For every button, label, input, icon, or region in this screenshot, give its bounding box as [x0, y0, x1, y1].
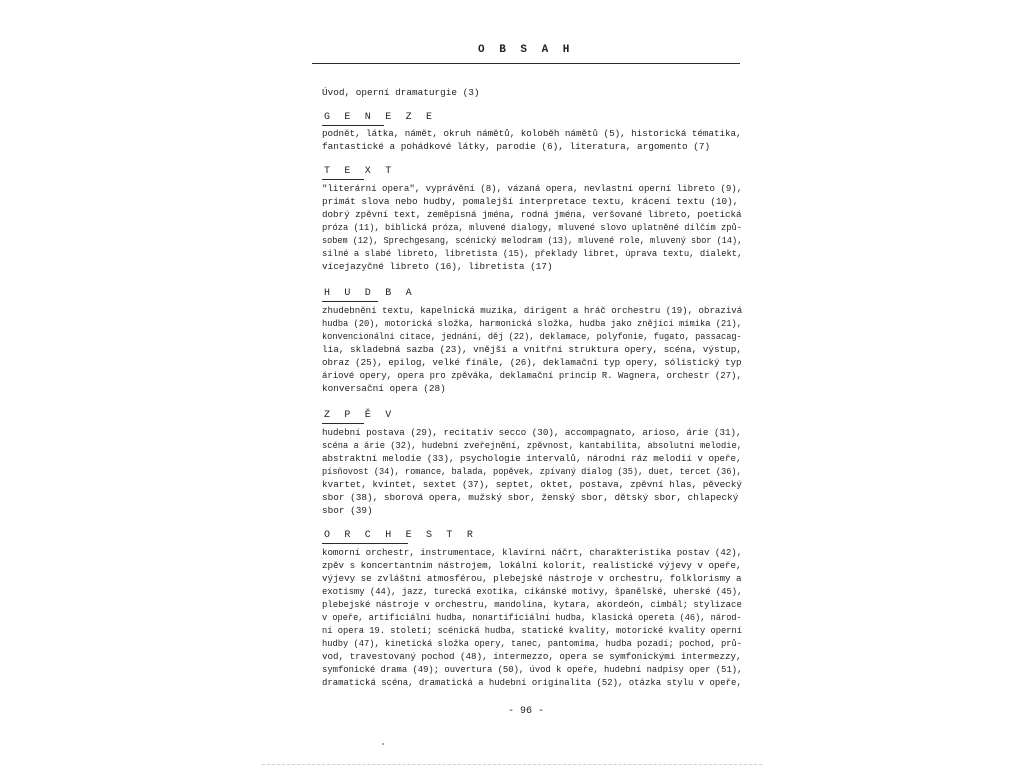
section-line: sbor (38), sborová opera, mužský sbor, ženský sbor, dětský sbor, chlapecký: [322, 492, 739, 503]
section-line: zpěv s koncertantním nástrojem, lokální kolorit, realistické výjevy v opeře,: [322, 560, 742, 571]
section-line: sbor (39): [322, 505, 373, 516]
section-line: vícejazyčné libreto (16), libretista (17): [322, 261, 553, 272]
section-rule-orchestr: [322, 543, 408, 544]
contents-title: O B S A H: [478, 44, 574, 56]
section-rule-text: [322, 179, 364, 180]
section-line: próza (11), biblická próza, mluvené dialogy, mluvené slovo uplatněné dílčím způ-: [322, 222, 743, 233]
section-line: "literární opera", vyprávění (8), vázaná opera, nevlastní operní libreto (9),: [322, 183, 743, 194]
section-line: dramatická scéna, dramatická a hudební originalita (52), otázka stylu v opeře,: [322, 677, 742, 688]
section-line: komorní orchestr, instrumentace, klavírní náčrt, charakteristika postav (42),: [322, 547, 743, 558]
section-heading-orchestr: O R C H E S T R: [324, 530, 478, 541]
section-line: áriové opery, opera pro zpěváka, deklamační princip R. Wagnera, orchestr (27),: [322, 370, 742, 381]
section-line: výjevy se zvláštní atmosférou, plebejské nástroje v orchestru, folklorismy a: [322, 573, 742, 584]
section-line: hudba (20), motorická složka, harmonická složka, hudba jako znějící mimika (21),: [322, 318, 743, 329]
section-line: symfonické drama (49); ouvertura (50), úvod k opeře, hudební nadpisy oper (51),: [322, 664, 743, 675]
section-line: hudební postava (29), recitativ secco (30), accompagnato, arioso, árie (31),: [322, 427, 742, 438]
section-line: obraz (25), epilog, velké finále, (26), deklamační typ opery, sólistický typ: [322, 357, 742, 368]
title-rule: [312, 63, 740, 64]
section-heading-hudba: H U D B A: [324, 288, 416, 299]
section-line: lia, skladebná sazba (23), vnější a vnitřní struktura opery, scéna, výstup,: [322, 344, 742, 355]
section-line: kvartet, kvintet, sextet (37), septet, oktet, postava, zpěvní hlas, pěvecký: [322, 479, 742, 490]
section-line: primát slova nebo hudby, pomalejší interpretace textu, krácení textu (10),: [322, 196, 739, 207]
section-line: sobem (12), Sprechgesang, scénický melodram (13), mluvené role, mluvený sbor (14),: [322, 235, 743, 246]
section-line: konversační opera (28): [322, 383, 446, 394]
section-line: scéna a árie (32), hudební zveřejnění, zpěvnost, kantabilita, absolutní melodie,: [322, 440, 743, 451]
section-line: podnět, látka, námět, okruh námětů, koloběh námětů (5), historická tématika,: [322, 128, 742, 139]
page-number: - 96 -: [508, 706, 545, 717]
section-heading-geneze: G E N E Z E: [324, 112, 437, 123]
section-line: vod, travestovaný pochod (48), intermezzo, opera se symfonickými intermezzy,: [322, 651, 742, 662]
section-line: v opeře, artificiální hudba, nonartificiální hudba, klasická opereta (46), národ-: [322, 612, 742, 623]
section-line: silné a slabé libreto, libretista (15), překlady libret, úprava textu, dialekt,: [322, 248, 743, 259]
section-line: fantastické a pohádkové látky, parodie (6), literatura, argomento (7): [322, 141, 711, 152]
section-heading-zpev: Z P Ě V: [324, 410, 396, 421]
section-line: plebejské nástroje v orchestru, mandolína, kytara, akordeón, cimbál; stylizace: [322, 599, 742, 610]
section-line: zhudebnění textu, kapelnická muzika, dirigent a hráč orchestru (19), obrazivá: [322, 305, 743, 316]
section-rule-geneze: [322, 125, 384, 126]
section-line: ní opera 19. století; scénická hudba, statické kvality, motorické kvality operní: [322, 625, 743, 636]
intro-line: Úvod, operní dramaturgie (3): [322, 87, 480, 98]
section-line: abstraktní melodie (33), psychologie intervalů, národní ráz melodií v opeře,: [322, 453, 742, 464]
section-line: dobrý zpěvní text, zeměpisná jména, rodná jména, veršované libreto, poetická: [322, 209, 742, 220]
section-line: exotismy (44), jazz, turecká exotika, cikánské motivy, španělské, uherské (45),: [322, 586, 743, 597]
section-rule-zpev: [322, 423, 364, 424]
section-line: konvencionální citace, jednání, děj (22), deklamace, polyfonie, fugato, passacag-: [322, 331, 742, 342]
section-rule-hudba: [322, 301, 378, 302]
scan-speck: [382, 743, 384, 745]
section-line: hudby (47), kinetická složka opery, tanec, pantomima, hudba pozadí; pochod, prů-: [322, 638, 743, 649]
section-line: písňovost (34), romance, balada, popěvek, zpívaný dialog (35), duet, tercet (36),: [322, 466, 742, 477]
section-heading-text: T E X T: [324, 166, 396, 177]
scan-edge: [262, 764, 762, 765]
